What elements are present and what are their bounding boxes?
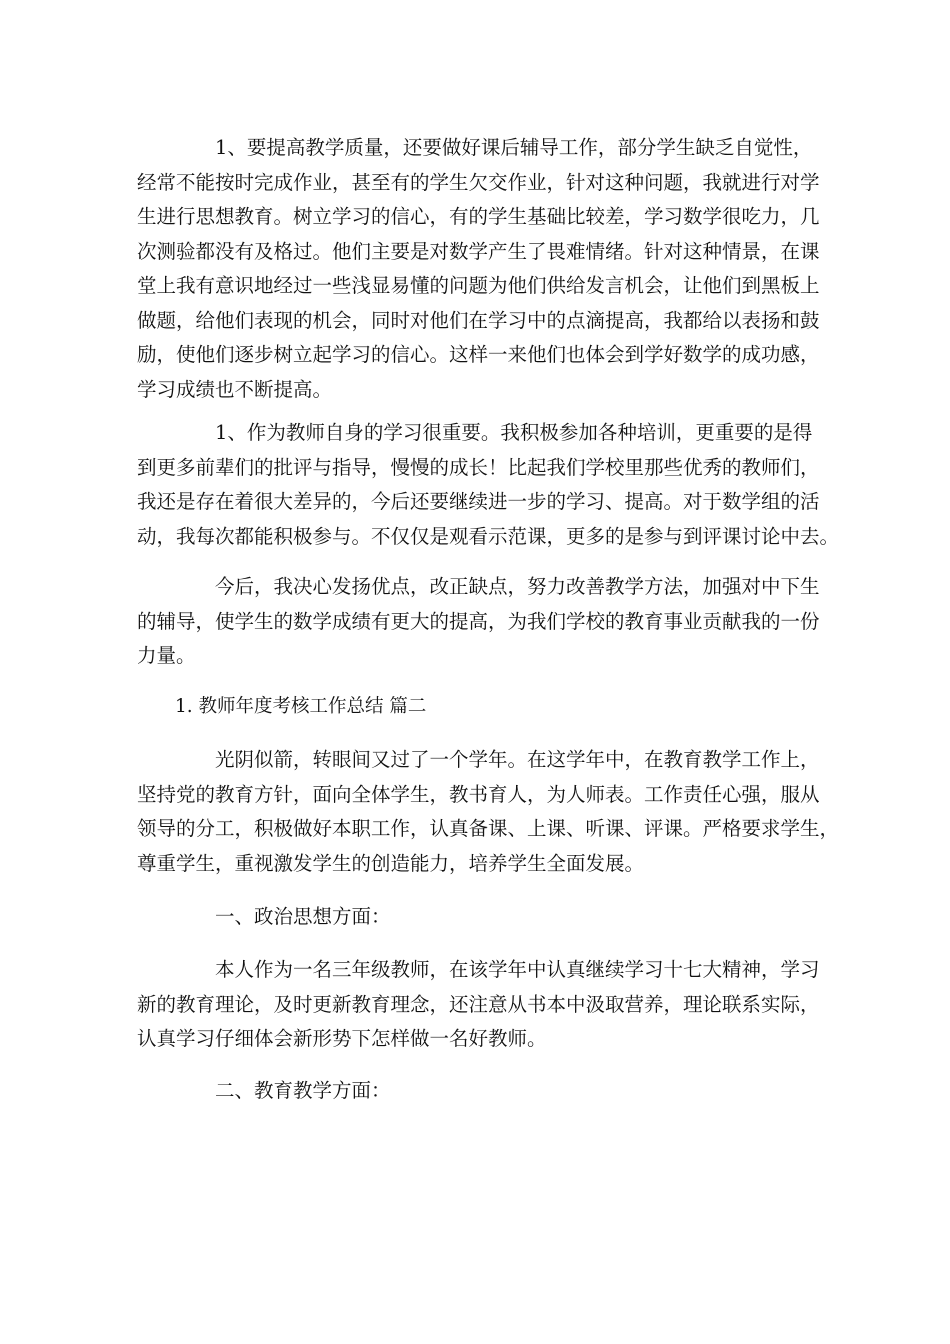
- text-line: 领导的分工，积极做好本职工作，认真备课、上课、听课、评课。严格要求学生，: [137, 817, 840, 840]
- text-line: 我还是存在着很大差异的，今后还要继续进一步的学习、提高。对于数学组的活: [137, 490, 820, 513]
- text-line: 本人作为一名三年级教师，在该学年中认真继续学习十七大精神，学习: [215, 958, 820, 981]
- subheading-teaching: 二、教育教学方面：: [215, 1079, 391, 1102]
- text-line: 到更多前辈们的批评与指导，慢慢的成长！比起我们学校里那些优秀的教师们，: [137, 455, 820, 479]
- text-line: 坚持党的教育方针，面向全体学生，教书育人，为人师表。工作责任心强，服从: [137, 782, 820, 806]
- text-line: 新的教育理论，及时更新教育理念，还注意从书本中汲取营养，理论联系实际，: [137, 992, 820, 1016]
- text-line: 励，使他们逐步树立起学习的信心。这样一来他们也体会到学好数学的成功感，: [137, 343, 820, 366]
- text-line: 认真学习仔细体会新形势下怎样做一名好教师。: [137, 1027, 547, 1050]
- text-line: 力量。: [137, 644, 196, 667]
- text-line: 经常不能按时完成作业，甚至有的学生欠交作业，针对这种问题，我就进行对学: [137, 170, 820, 194]
- text-line: 今后，我决心发扬优点，改正缺点，努力改善教学方法，加强对中下生: [215, 575, 820, 598]
- text-line: 堂上我有意识地经过一些浅显易懂的问题为他们供给发言机会，让他们到黑板上: [137, 274, 820, 297]
- paragraph-political-content: [137, 953, 823, 1057]
- paragraph-future: [137, 570, 823, 674]
- text-line: 1、要提高教学质量，还要做好课后辅导工作，部分学生缺乏自觉性，: [215, 136, 813, 159]
- text-line: 做题，给他们表现的机会，同时对他们在学习中的点滴提高，我都给以表扬和鼓: [137, 308, 820, 332]
- subheading-political: 一、政治思想方面：: [215, 905, 391, 928]
- paragraph-tutoring: [137, 131, 823, 407]
- paragraph-self-study: [137, 416, 840, 554]
- text-line: 次测验都没有及格过。他们主要是对数学产生了畏难情绪。针对这种情景，在课: [137, 239, 820, 263]
- text-line: 生进行思想教育。树立学习的信心，有的学生基础比较差，学习数学很吃力，几: [137, 205, 820, 228]
- text-line: 学习成绩也不断提高。: [137, 377, 333, 401]
- section-heading: 1. 教师年度考核工作总结 篇二: [175, 696, 427, 717]
- paragraph-school-year: [137, 743, 840, 881]
- text-line: 的辅导，使学生的数学成绩有更大的提高，为我们学校的教育事业贡献我的一份: [137, 609, 820, 633]
- text-line: 尊重学生，重视激发学生的创造能力，培养学生全面发展。: [137, 851, 645, 875]
- text-line: 1、作为教师自身的学习很重要。我积极参加各种培训，更重要的是得: [215, 421, 813, 444]
- text-line: 动，我每次都能积极参与。不仅仅是观看示范课，更多的是参与到评课讨论中去。: [137, 524, 840, 548]
- text-line: 光阴似箭，转眼间又过了一个学年。在这学年中，在教育教学工作上，: [215, 748, 820, 771]
